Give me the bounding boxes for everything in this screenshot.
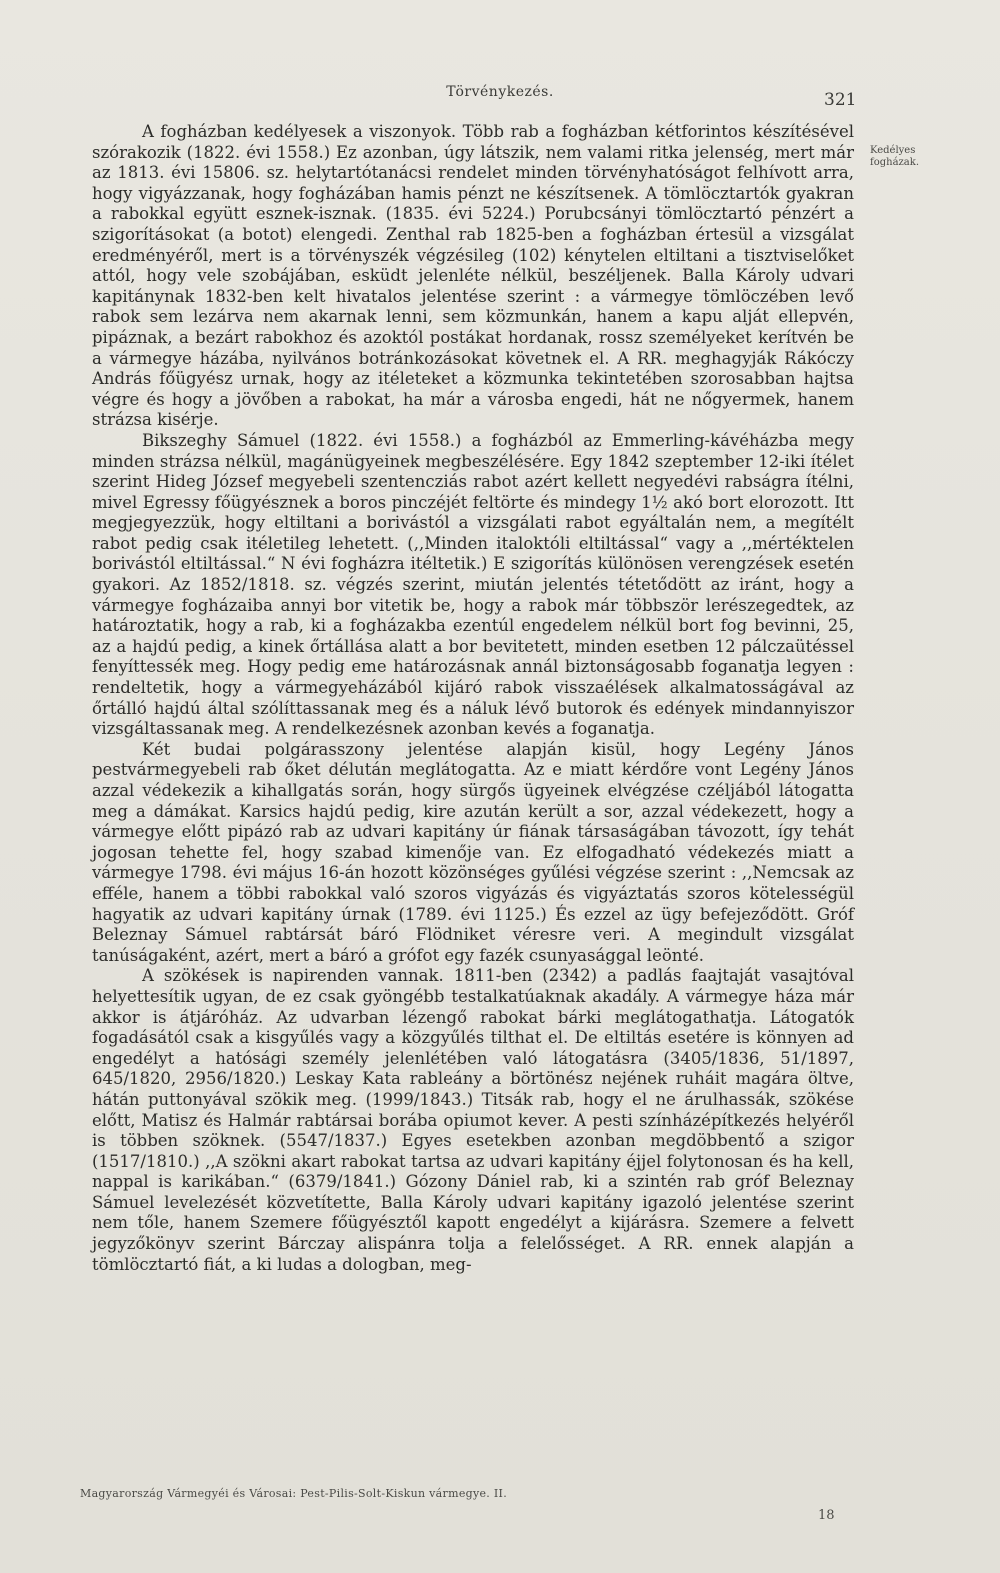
paragraph: Bikszeghy Sámuel (1822. évi 1558.) a fogházból az Emmerling-kávéházba megy minden strázsa nélkül, magánügyeinek megbeszélésére. Egy 1842 szeptember 12-iki ítélet szerint Hideg József megyebeli szentencziás rabot azért kellett negyedévi rabságra ítélni, mivel Egressy főügyésznek a boros pinczéjét feltörte és mindegy 1½ akó bort elorozott. Itt megjegyezzük, hogy eltiltani a borivástól a vizsgálati rabot egyáltalán nem, a megítélt rabot pedig csak itéletileg lehetett. (,,Minden italoktóli eltiltással“ vagy a ,,mértéktelen borivástól eltiltással.“ N évi fogházra itéltetik.) E szigorítás különösen verengzések esetén gyakori. Az 1852/1818. sz. végzés szerint, miután jelentés tétetődött az iránt, hogy a vármegye fogházaiba annyi bor vitetik be, hogy a rabok már többször lerészegedtek, az határoztatik, hogy a rab, ki a fogházakba ezentúl engedelem nélkül bort fog bevinni, 25, az a hajdú pedig, a kinek őrtállása alatt a bor bevitetett, minden esetben 12 pálczaütéssel fenyíttessék meg. Hogy pedig eme határozásnak annál biztonságosabb foganatja legyen : rendeltetik, hogy a vármegyeházából kijáró rabok visszaélések alkalmatosságával az őrtálló hajdú által szólíttassanak meg és a náluk lévő butorok és edények mindannyiszor vizsgáltassanak meg. A rendelkezésnek azonban kevés a foganatja. [92, 430, 854, 739]
paragraph: A fogházban kedélyesek a viszonyok. Több rab a fogházban kétforintos készítésével szórakozik (1822. évi 1558.) Ez azonban, úgy látszik, nem valami ritka jelenség, mert már az 1813. évi 15806. sz. helytartótanácsi rendelet minden törvényhatóságot felhívott arra, hogy vigyázzanak, hogy fogházában hamis pénzt ne készítsenek. A tömlöcztartók gyakran a rabokkal együtt esznek-isznak. (1835. évi 5224.) Porubcsányi tömlöcztartó pénzért a szigorításokat (a botot) elengedi. Zenthal rab 1825-ben a fogházban értesül a vizsgálat eredményéről, mert is a törvényszék végzésileg (102) kénytelen eltiltani a tisztviselőket attól, hogy vele szobájában, esküdt jelenléte nélkül, beszéljenek. Balla Károly udvari kapitánynak 1832-ben kelt hivatalos jelentése szerint : a vármegye tömlöczében levő rabok sem lezárva nem akarnak lenni, sem közmunkán, hanem a kapu alját ellepvén, pipáznak, a bezárt rabokhoz és azoktól postákat hordanak, rossz személyeket kerítvén be a vármegye házába, nyilvános botránkozásokat követnek el. A RR. meghagyják Rákóczy András főügyész urnak, hogy az itéleteket a közmunka tekintetében szorosabban hajtsa végre és hogy a jövőben a rabokat, ha már a városba engedi, hát ne nőgyermek, hanem strázsa kisérje. [92, 122, 854, 430]
margin-note-line-2: fogházak. [870, 157, 919, 168]
margin-note-line-1: Kedélyes [870, 145, 916, 156]
page-number: 321 [824, 90, 857, 110]
signature-mark: 18 [818, 1508, 835, 1523]
body-text [92, 122, 854, 1275]
paragraph: A szökések is napirenden vannak. 1811-ben (2342) a padlás faajtaját vasajtóval helyettesítik ugyan, de ez csak gyöngébb testalkatúaknak akadály. A vármegye háza már akkor is átjáróház. Az udvarban lézengő rabokat bárki meglátogathatja. Látogatók fogadásától csak a kisgyűlés vagy a közgyűlés tilthat el. De eltiltás esetére is könnyen ad engedélyt a hatósági személy jelenlétében való látogatásra (3405/1836, 51/1897, 645/1820, 2956/1820.) Leskay Kata rableány a börtönész nejének ruháit magára öltve, hátán puttonyával szökik meg. (1999/1843.) Titsák rab, hogy el ne árulhassák, szökése előtt, Matisz és Halmár rabtársai borába opiumot kever. A pesti színházépítkezés helyéről is többen szöknek. (5547/1837.) Egyes esetekben azonban megdöbbentő a szigor (1517/1810.) ,,A szökni akart rabokat tartsa az udvari kapitány éjjel folytonosan és ha kell, nappal is karikában.“ (6379/1841.) Gózony Dániel rab, ki a szintén rab gróf Beleznay Sámuel levelezését közvetítette, Balla Károly udvari kapitány igazoló jelentése szerint nem tőle, hanem Szemere főügyésztől kapott engedélyt a kijárásra. Szemere a felvett jegyzőkönyv szerint Bárczay alispánra tolja a felelősséget. A RR. ennek alapján a tömlöcztartó fiát, a ki ludas a dologban, meg- [92, 966, 854, 1274]
footer-source-line: Magyarország Vármegyéi és Városai: Pest-Pilis-Solt-Kiskun vármegye. II. [80, 1487, 507, 1500]
running-title: Törvénykezés. [446, 84, 554, 100]
margin-note [870, 145, 980, 169]
paragraph: Két budai polgárasszony jelentése alapján kisül, hogy Legény János pestvármegyebeli rab őket délután meglátogatta. Az e miatt kérdőre vont Legény János azzal védekezik a kihallgatás során, hogy sürgős ügyeinek elvégzése czéljából látogatta meg a dámákat. Karsics hajdú pedig, kire azután került a sor, azzal védekezett, hogy a vármegye előtt pipázó rab az udvari kapitány úr fiának társaságában távozott, így tehát jogosan tehette fel, hogy szabad kimenője van. Ez elfogadható védekezés miatt a vármegye 1798. évi május 16-án hozott közönséges gyűlési végzése szerint : ,,Nemcsak az efféle, hanem a többi rabokkal való szoros vigyázás és vigyáztatás szoros kötelességül hagyatik az udvari kapitány úrnak (1789. évi 1125.) És ezzel az ügy befejeződött. Gróf Beleznay Sámuel rabtársát báró Flödniket véresre veri. A megindult vizsgálat tanúságaként, azért, mert a báró a grófot egy fazék csunyasággal leönté. [92, 739, 854, 965]
